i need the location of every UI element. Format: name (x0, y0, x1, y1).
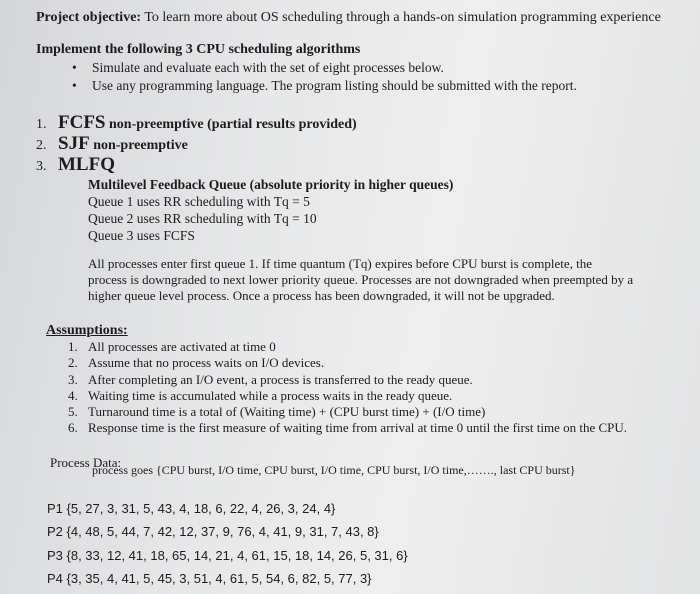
project-objective (36, 10, 661, 26)
algorithm-name: MLFQ (58, 154, 115, 175)
mlfq-queue-line: Queue 2 uses RR scheduling with Tq = 10 (88, 211, 317, 226)
objective-label: Project objective: (36, 10, 142, 25)
mlfq-queue-line: Queue 1 uses RR scheduling with Tq = 5 (88, 194, 310, 209)
process-row: P1 {5, 27, 3, 31, 5, 43, 4, 18, 6, 22, 4, 26, 3, 24, 4} (47, 501, 336, 516)
implement-heading: Implement the following 3 CPU scheduling algorithms (36, 42, 361, 57)
mlfq-paragraph (88, 256, 633, 304)
algorithm-number: 1. (36, 117, 47, 132)
assumption-item: 5. Turnaround time is a total of (Waiting time) + (CPU burst time) + (I/O time) (68, 404, 486, 420)
paragraph-line: process is downgraded to next lower priority queue. Processes are not downgraded when preempted by a (88, 272, 634, 287)
assumption-item: 1. All processes are activated at time 0 (68, 339, 276, 354)
process-data-heading: Process Data: (50, 455, 122, 470)
assumption-item: 4. Waiting time is accumulated while a process waits in the ready queue. (68, 387, 453, 403)
assumption-item: 6. Response time is the first measure of waiting time from arrival at time 0 until the first time on the CPU. (68, 420, 628, 436)
bullet-item: • Use any programming language. The program listing should be submitted with the report. (92, 77, 577, 95)
algorithm-mlfq (36, 154, 115, 176)
mlfq-details (88, 176, 453, 244)
algorithm-name: SJF (58, 133, 90, 154)
algorithm-sjf (36, 133, 188, 155)
algorithm-desc: non-preemptive (partial results provided) (105, 117, 357, 132)
mlfq-queue-line: Queue 3 uses FCFS (88, 228, 195, 243)
objective-text: To learn more about OS scheduling through a hands-on simulation programming experience (141, 10, 661, 25)
assumption-item: 2. Assume that no process waits on I/O devices. (68, 355, 325, 371)
bullet-item: • Simulate and evaluate each with the set of eight processes below. (92, 59, 577, 77)
process-list (47, 497, 408, 591)
algorithm-fcfs (36, 112, 357, 134)
algorithm-name: FCFS (58, 112, 106, 133)
paragraph-line: All processes enter first queue 1. If time quantum (Tq) expires before CPU burst is complete, the (88, 256, 592, 271)
assumptions-heading: Assumptions: (46, 323, 128, 338)
process-row: P2 {4, 48, 5, 44, 7, 42, 12, 37, 9, 76, 4, 41, 9, 31, 7, 43, 8} (47, 524, 379, 540)
process-data-description: process goes {CPU burst, I/O time, CPU burst, I/O time, CPU burst, I/O time,……., last CPU burst} (92, 463, 576, 477)
mlfq-header: Multilevel Feedback Queue (absolute priority in higher queues) (88, 177, 454, 192)
paragraph-line: higher queue level process. Once a process has been downgraded, it will not be upgraded. (88, 288, 555, 303)
assumption-item: 3. After completing an I/O event, a process is transferred to the ready queue. (68, 371, 473, 387)
algorithm-desc: non-preemptive (89, 138, 188, 153)
assumptions-list (68, 339, 627, 437)
algorithm-number: 3. (36, 159, 47, 174)
implement-bullet-list (92, 59, 577, 95)
algorithm-number: 2. (36, 138, 47, 153)
process-row: P4 {3, 35, 4, 41, 5, 45, 3, 51, 4, 61, 5, 54, 6, 82, 5, 77, 3} (47, 571, 372, 587)
process-row: P3 {8, 33, 12, 41, 18, 65, 14, 21, 4, 61, 15, 18, 14, 26, 5, 31, 6} (47, 547, 408, 563)
